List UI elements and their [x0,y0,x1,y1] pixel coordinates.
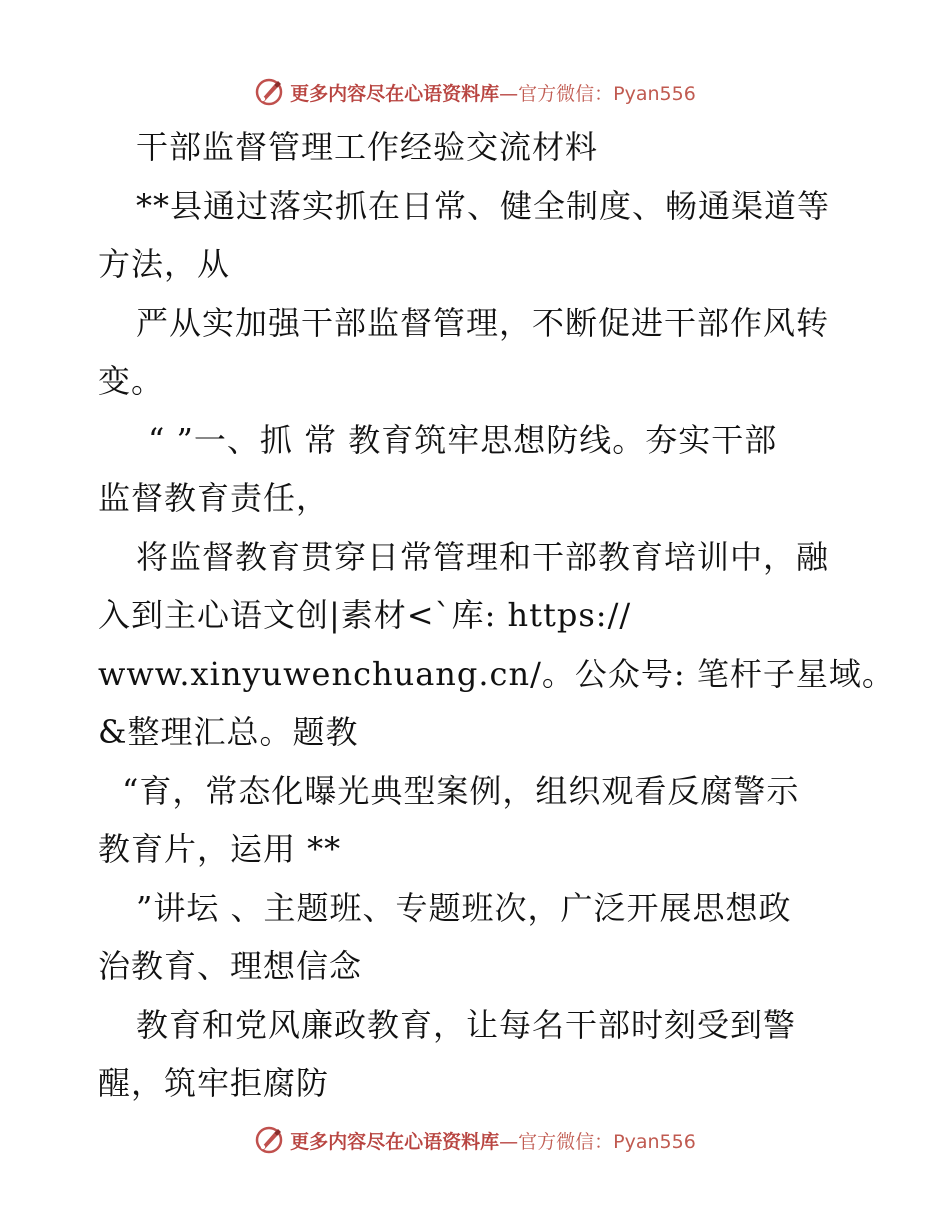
document-line: **县通过落实抓在日常、健全制度、畅通渠道等 [136,186,831,225]
document-line: www.xinyuwenchuang.cn/。公众号: 笔杆子星域。 [98,654,895,693]
document-line: 治教育、理想信念 [98,947,363,985]
document-line: “ ”一、抓 常 教育筑牢思想防线。夯实干部 [148,420,778,459]
document-title: 干部监督管理工作经验交流材料 [136,128,599,166]
footer-site-text: 更多内容尽在心语资料库 [290,1130,500,1153]
document-line: 监督教育责任， [98,479,330,517]
document-line: 入到主心语文创|素材<`库: https:// [98,596,632,634]
pen-logo-icon [254,77,284,107]
footer-banner-text [290,1127,696,1154]
pen-logo-icon [254,1125,284,1155]
header-site-text: 更多内容尽在心语资料库 [290,82,500,105]
header-dash: — [499,82,519,105]
document-line: 变。 [98,362,165,400]
footer-dash: — [499,1130,519,1153]
document-line: 教育片，运用 ** [98,830,342,868]
footer-wechat-text: 官方微信：Pyan556 [518,1130,696,1153]
document-line: &整理汇总。题教 [98,713,359,751]
document-line: 将监督教育贯穿日常管理和干部教育培训中，融 [136,537,830,576]
header-banner [0,70,950,114]
document-line: ”讲坛 、主题班、专题班次，广泛开展思想政 [136,888,792,927]
footer-banner [0,1118,950,1162]
document-line: 方法，从 [98,245,231,283]
document-line: 醒，筑牢拒腐防 [98,1064,330,1102]
document-line: 教育和党风廉政教育，让每名干部时刻受到警 [136,1005,797,1044]
document-line: “育，常态化曝光典型案例，组织观看反腐警示 [122,771,800,810]
document-body [98,118,895,1113]
header-banner-text [290,79,696,106]
header-wechat-text: 官方微信：Pyan556 [518,82,696,105]
document-line: 严从实加强干部监督管理，不断促进干部作风转 [136,303,830,342]
